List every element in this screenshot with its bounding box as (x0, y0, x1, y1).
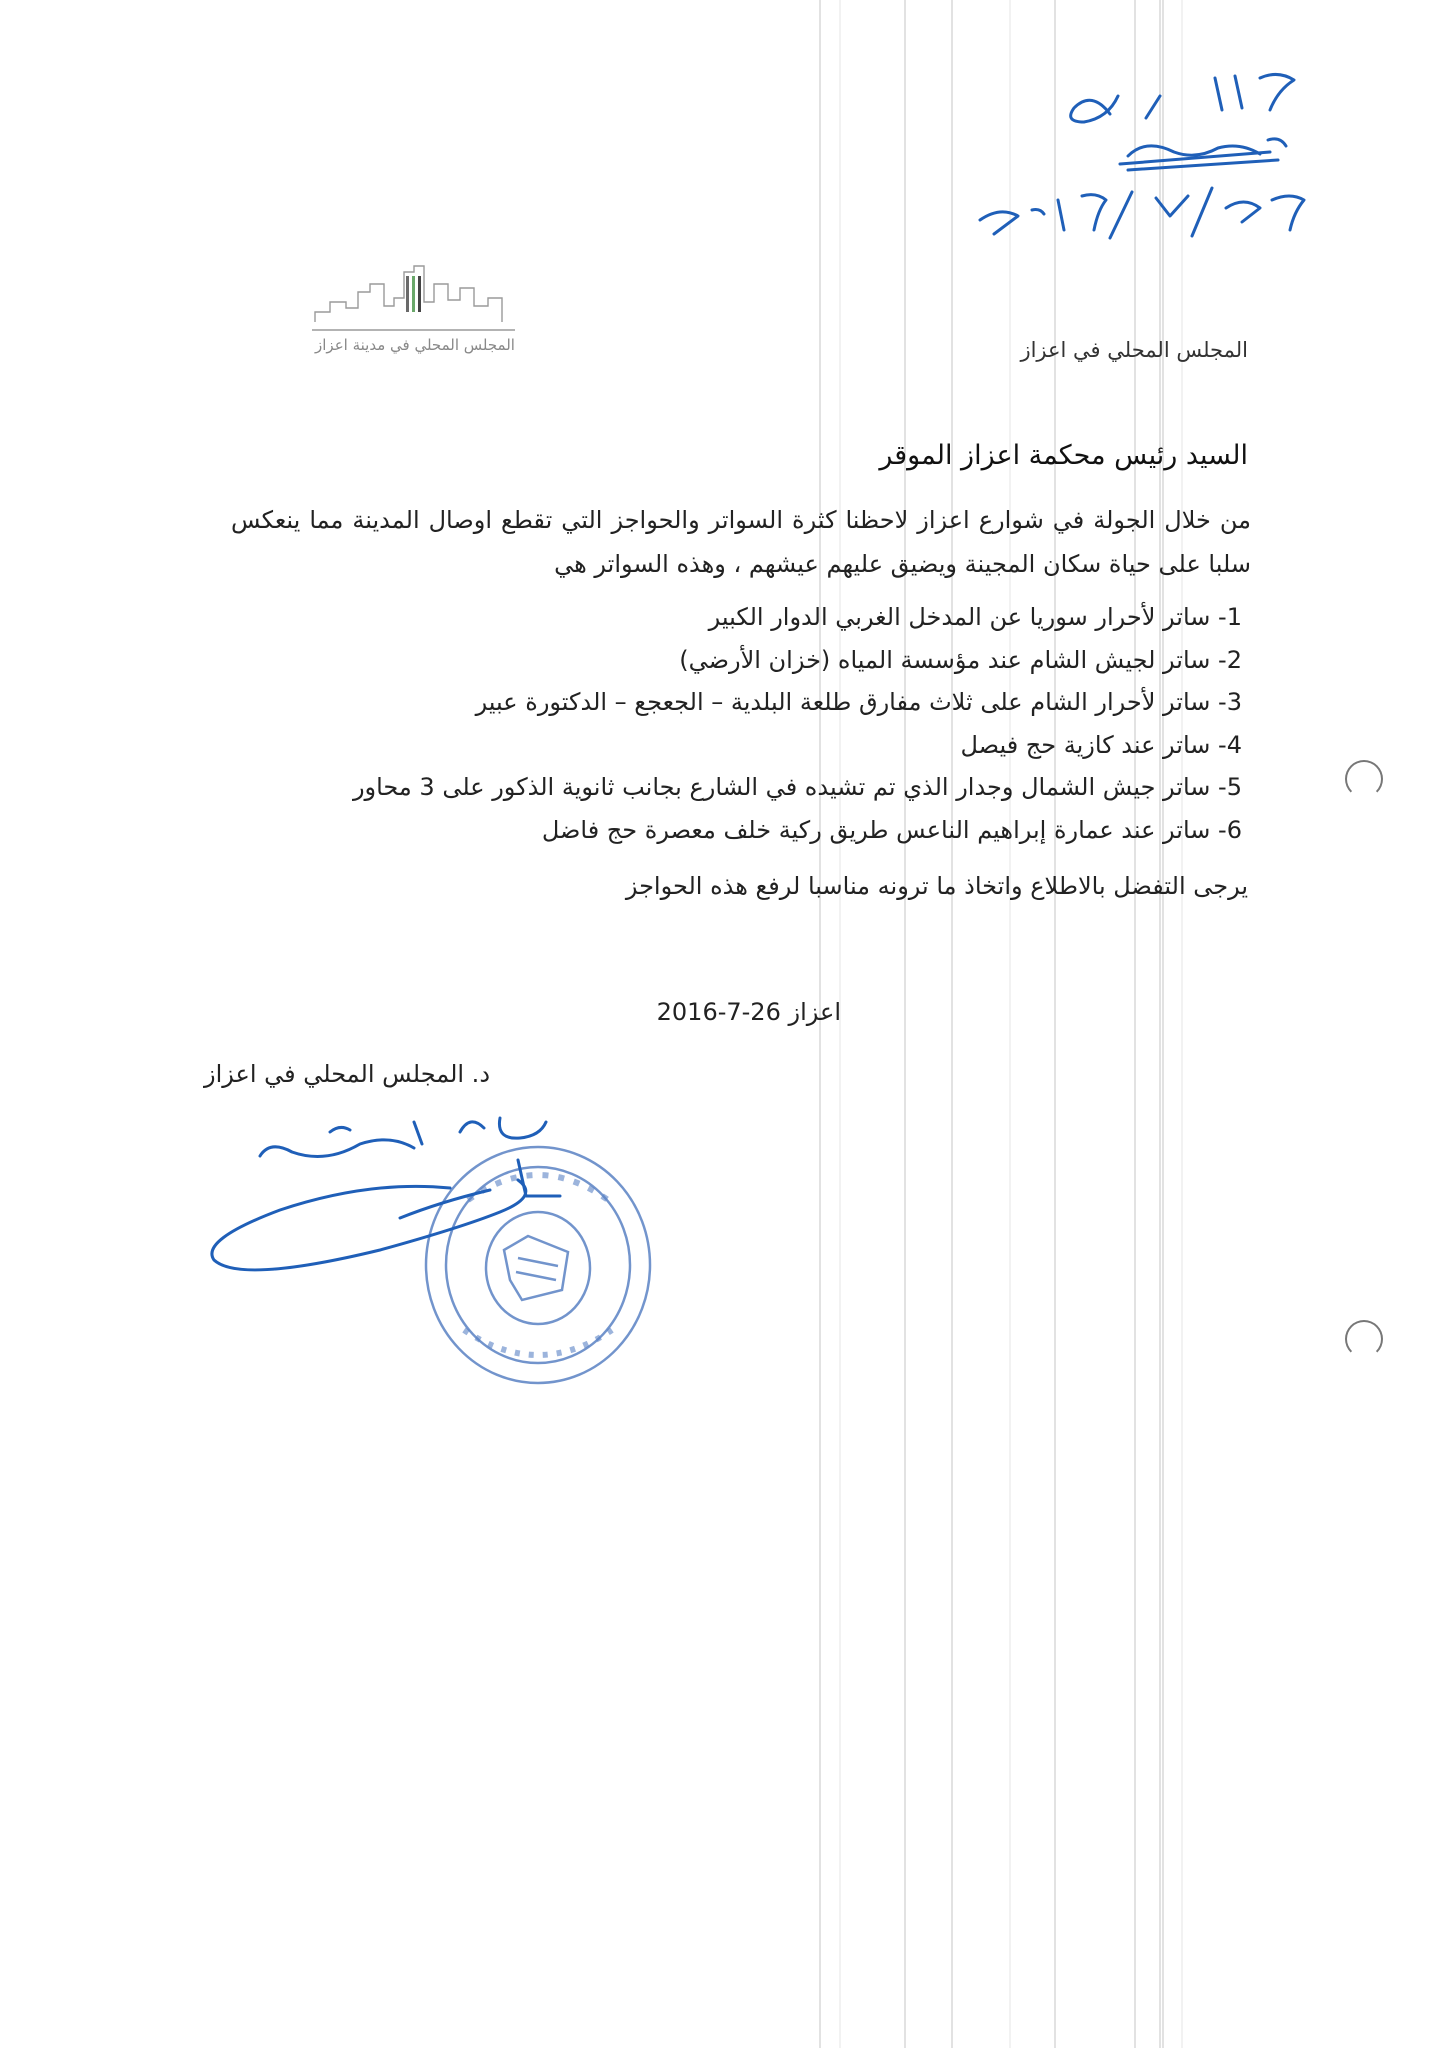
list-item: 6- ساتر عند عمارة إبراهيم الناعس طريق ركية خلف معصرة حج فاضل (541, 815, 1242, 844)
list-item: 4- ساتر عند كازية حج فيصل (960, 730, 1242, 759)
list-item: 1- ساتر لأحرار سوريا عن المدخل الغربي الدوار الكبير (708, 603, 1242, 631)
punch-hole (1345, 760, 1383, 798)
recipient-line: السيد رئيس محكمة اعزاز الموقر (879, 440, 1248, 471)
list-item: 3- ساتر لأحرار الشام على ثلاث مفارق طلعة البلدية – الجعجع – الدكتورة عبير (475, 688, 1242, 716)
list-item: 2- ساتر لجيش الشام عند مؤسسة المياه (خزان الأرضي) (679, 645, 1242, 674)
place-date (657, 998, 841, 1026)
barrier-list (182, 596, 1242, 851)
body-paragraph: من خلال الجولة في شوارع اعزاز لاحظنا كثرة السواتر والحواجز التي تقطع اوصال المدينة مما ينعكس سلبا على حياة سكان المجينة ويضيق عليهم عيشهم ، وهذه السواتر هي (231, 506, 1251, 578)
punch-hole (1345, 1320, 1383, 1358)
place: اعزاز (788, 998, 841, 1026)
council-header: المجلس المحلي في اعزاز (1020, 338, 1248, 362)
signatory: د. المجلس المحلي في اعزاز (204, 1060, 490, 1088)
list-item: 5- ساتر جيش الشمال وجدار الذي تم تشيده في الشارع بجانب ثانوية الذكور على 3 محاور (352, 773, 1242, 801)
closing-request: يرجى التفضل بالاطلاع واتخاذ ما ترونه مناسبا لرفع هذه الحواجز (625, 872, 1248, 900)
handwritten-signature (200, 1100, 660, 1280)
logo-caption: المجلس المحلي في مدينة اعزاز (315, 336, 515, 354)
letter-date: 2016-7-26 (656, 998, 781, 1026)
handwritten-reference (960, 60, 1320, 250)
